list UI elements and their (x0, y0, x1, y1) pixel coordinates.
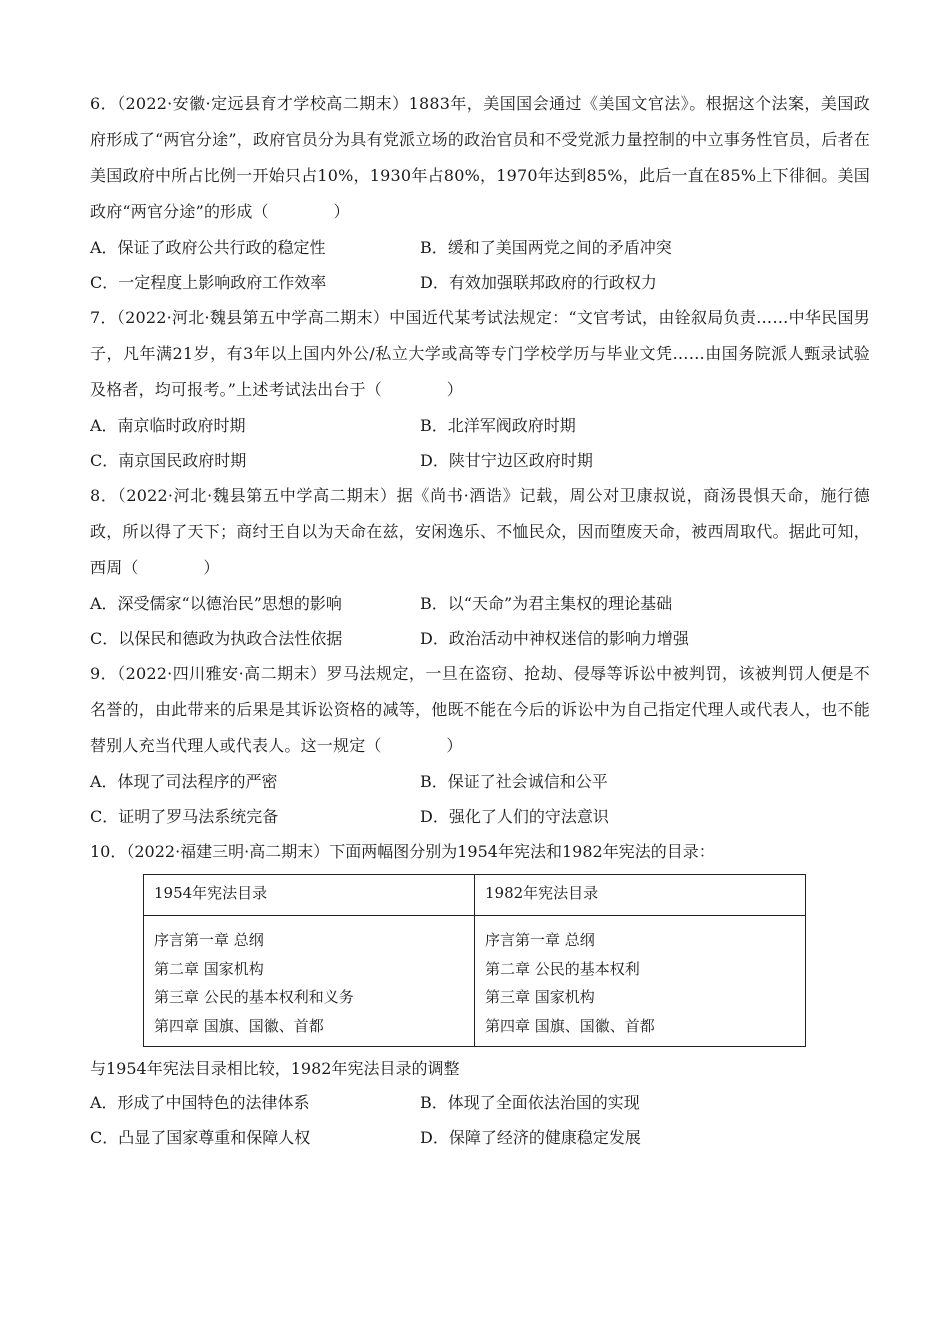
exam-page (90, 86, 870, 1155)
question-8 (90, 478, 870, 656)
table-body-row (144, 916, 806, 1047)
toc-line: 第二章 公民的基本权利 (485, 959, 640, 978)
option-c: C．证明了罗马法系统完备 (90, 807, 279, 826)
option-a: A．体现了司法程序的严密 (90, 772, 278, 791)
options (90, 230, 870, 300)
options (90, 764, 870, 834)
options (90, 1085, 870, 1155)
option-b: B．体现了全面依法治国的实现 (420, 1093, 640, 1112)
option-a: A．南京临时政府时期 (90, 416, 246, 435)
question-10 (90, 834, 870, 1155)
question-stem: 9．（2022·四川雅安·高二期末）罗马法规定，一旦在盗窃、抢劫、侵辱等诉讼中被判罚，该被判罚人便是不名誉的，由此带来的后果是其诉讼资格的减等，他既不能在今后的诉讼中为自己指定代理人或代表人，也不能替别人充当代理人或代表人。这一规定（ ） (90, 664, 870, 755)
toc-line: 序言第一章 总纲 (485, 931, 595, 949)
option-d: D．强化了人们的守法意识 (420, 807, 609, 826)
constitution-toc-table (143, 874, 806, 1047)
toc-line: 序言第一章 总纲 (154, 931, 264, 949)
option-c: C．南京国民政府时期 (90, 451, 247, 470)
option-c: C．一定程度上影响政府工作效率 (90, 273, 327, 292)
question-7 (90, 300, 870, 478)
toc-line: 第二章 国家机构 (154, 959, 264, 978)
question-stem: 10．（2022·福建三明·高二期末）下面两幅图分别为1954年宪法和1982年宪法的目录： (90, 842, 715, 861)
question-stem: 7．（2022·河北·魏县第五中学高二期末）中国近代某考试法规定：“文官考试，由铨叙局负责……中华民国男子，凡年满21岁，有3年以上国内外公/私立大学或高等专门学校学历与毕业文凭……由国务院派人甄录试验及格者，均可报考。”上述考试法出台于（ ） (90, 308, 870, 399)
option-row (90, 443, 870, 478)
constitution-toc-table-wrap (143, 874, 806, 1047)
option-row (90, 1085, 870, 1120)
toc-1982-content (475, 916, 806, 1047)
toc-line: 第三章 国家机构 (485, 988, 595, 1006)
toc-1982-header: 1982年宪法目录 (475, 875, 806, 916)
option-row (90, 799, 870, 834)
options (90, 408, 870, 478)
option-row (90, 265, 870, 300)
option-row (90, 621, 870, 656)
option-b: B．保证了社会诚信和公平 (420, 772, 608, 791)
option-a: A．深受儒家“以德治民”思想的影响 (90, 594, 342, 613)
toc-line: 第四章 国旗、国徽、首都 (154, 1016, 324, 1035)
question-followup: 与1954年宪法目录相比较，1982年宪法目录的调整 (90, 1059, 460, 1078)
option-a: A．形成了中国特色的法律体系 (90, 1093, 310, 1112)
option-c: C．凸显了国家尊重和保障人权 (90, 1128, 311, 1147)
option-row (90, 764, 870, 799)
option-row (90, 230, 870, 265)
question-stem: 8．（2022·河北·魏县第五中学高二期末）据《尚书·酒诰》记载，周公对卫康叔说，商汤畏惧天命，施行德政，所以得了天下；商纣王自以为天命在兹，安闲逸乐、不恤民众，因而堕废天命，被西周取代。据此可知，西周（ ） (90, 486, 870, 577)
option-b: B．北洋军阀政府时期 (420, 416, 576, 435)
toc-1954-header: 1954年宪法目录 (144, 875, 475, 916)
option-row (90, 1120, 870, 1155)
question-stem: 6．（2022·安徽·定远县育才学校高二期末）1883年，美国国会通过《美国文官法》。根据这个法案，美国政府形成了“两官分途”，政府官员分为具有党派立场的政治官员和不受党派力量控制的中立事务性官员，后者在美国政府中所占比例一开始只占10%，1930年占80%，1970年达到85%，此后一直在85%上下徘徊。美国政府“两官分途”的形成（ ） (90, 94, 870, 221)
option-c: C．以保民和德政为执政合法性依据 (90, 629, 343, 648)
toc-line: 第三章 公民的基本权利和义务 (154, 988, 354, 1006)
option-row (90, 586, 870, 621)
option-d: D．陕甘宁边区政府时期 (420, 451, 593, 470)
toc-line: 第四章 国旗、国徽、首都 (485, 1016, 655, 1035)
option-d: D．政治活动中神权迷信的影响力增强 (420, 629, 689, 648)
question-6 (90, 86, 870, 300)
options (90, 586, 870, 656)
toc-1954-content (144, 916, 475, 1047)
question-9 (90, 656, 870, 834)
option-b: B．缓和了美国两党之间的矛盾冲突 (420, 238, 672, 257)
option-d: D．保障了经济的健康稳定发展 (420, 1128, 641, 1147)
option-row (90, 408, 870, 443)
option-a: A．保证了政府公共行政的稳定性 (90, 238, 326, 257)
option-b: B．以“天命”为君主集权的理论基础 (420, 594, 673, 613)
option-d: D．有效加强联邦政府的行政权力 (420, 273, 657, 292)
table-header-row (144, 875, 806, 916)
